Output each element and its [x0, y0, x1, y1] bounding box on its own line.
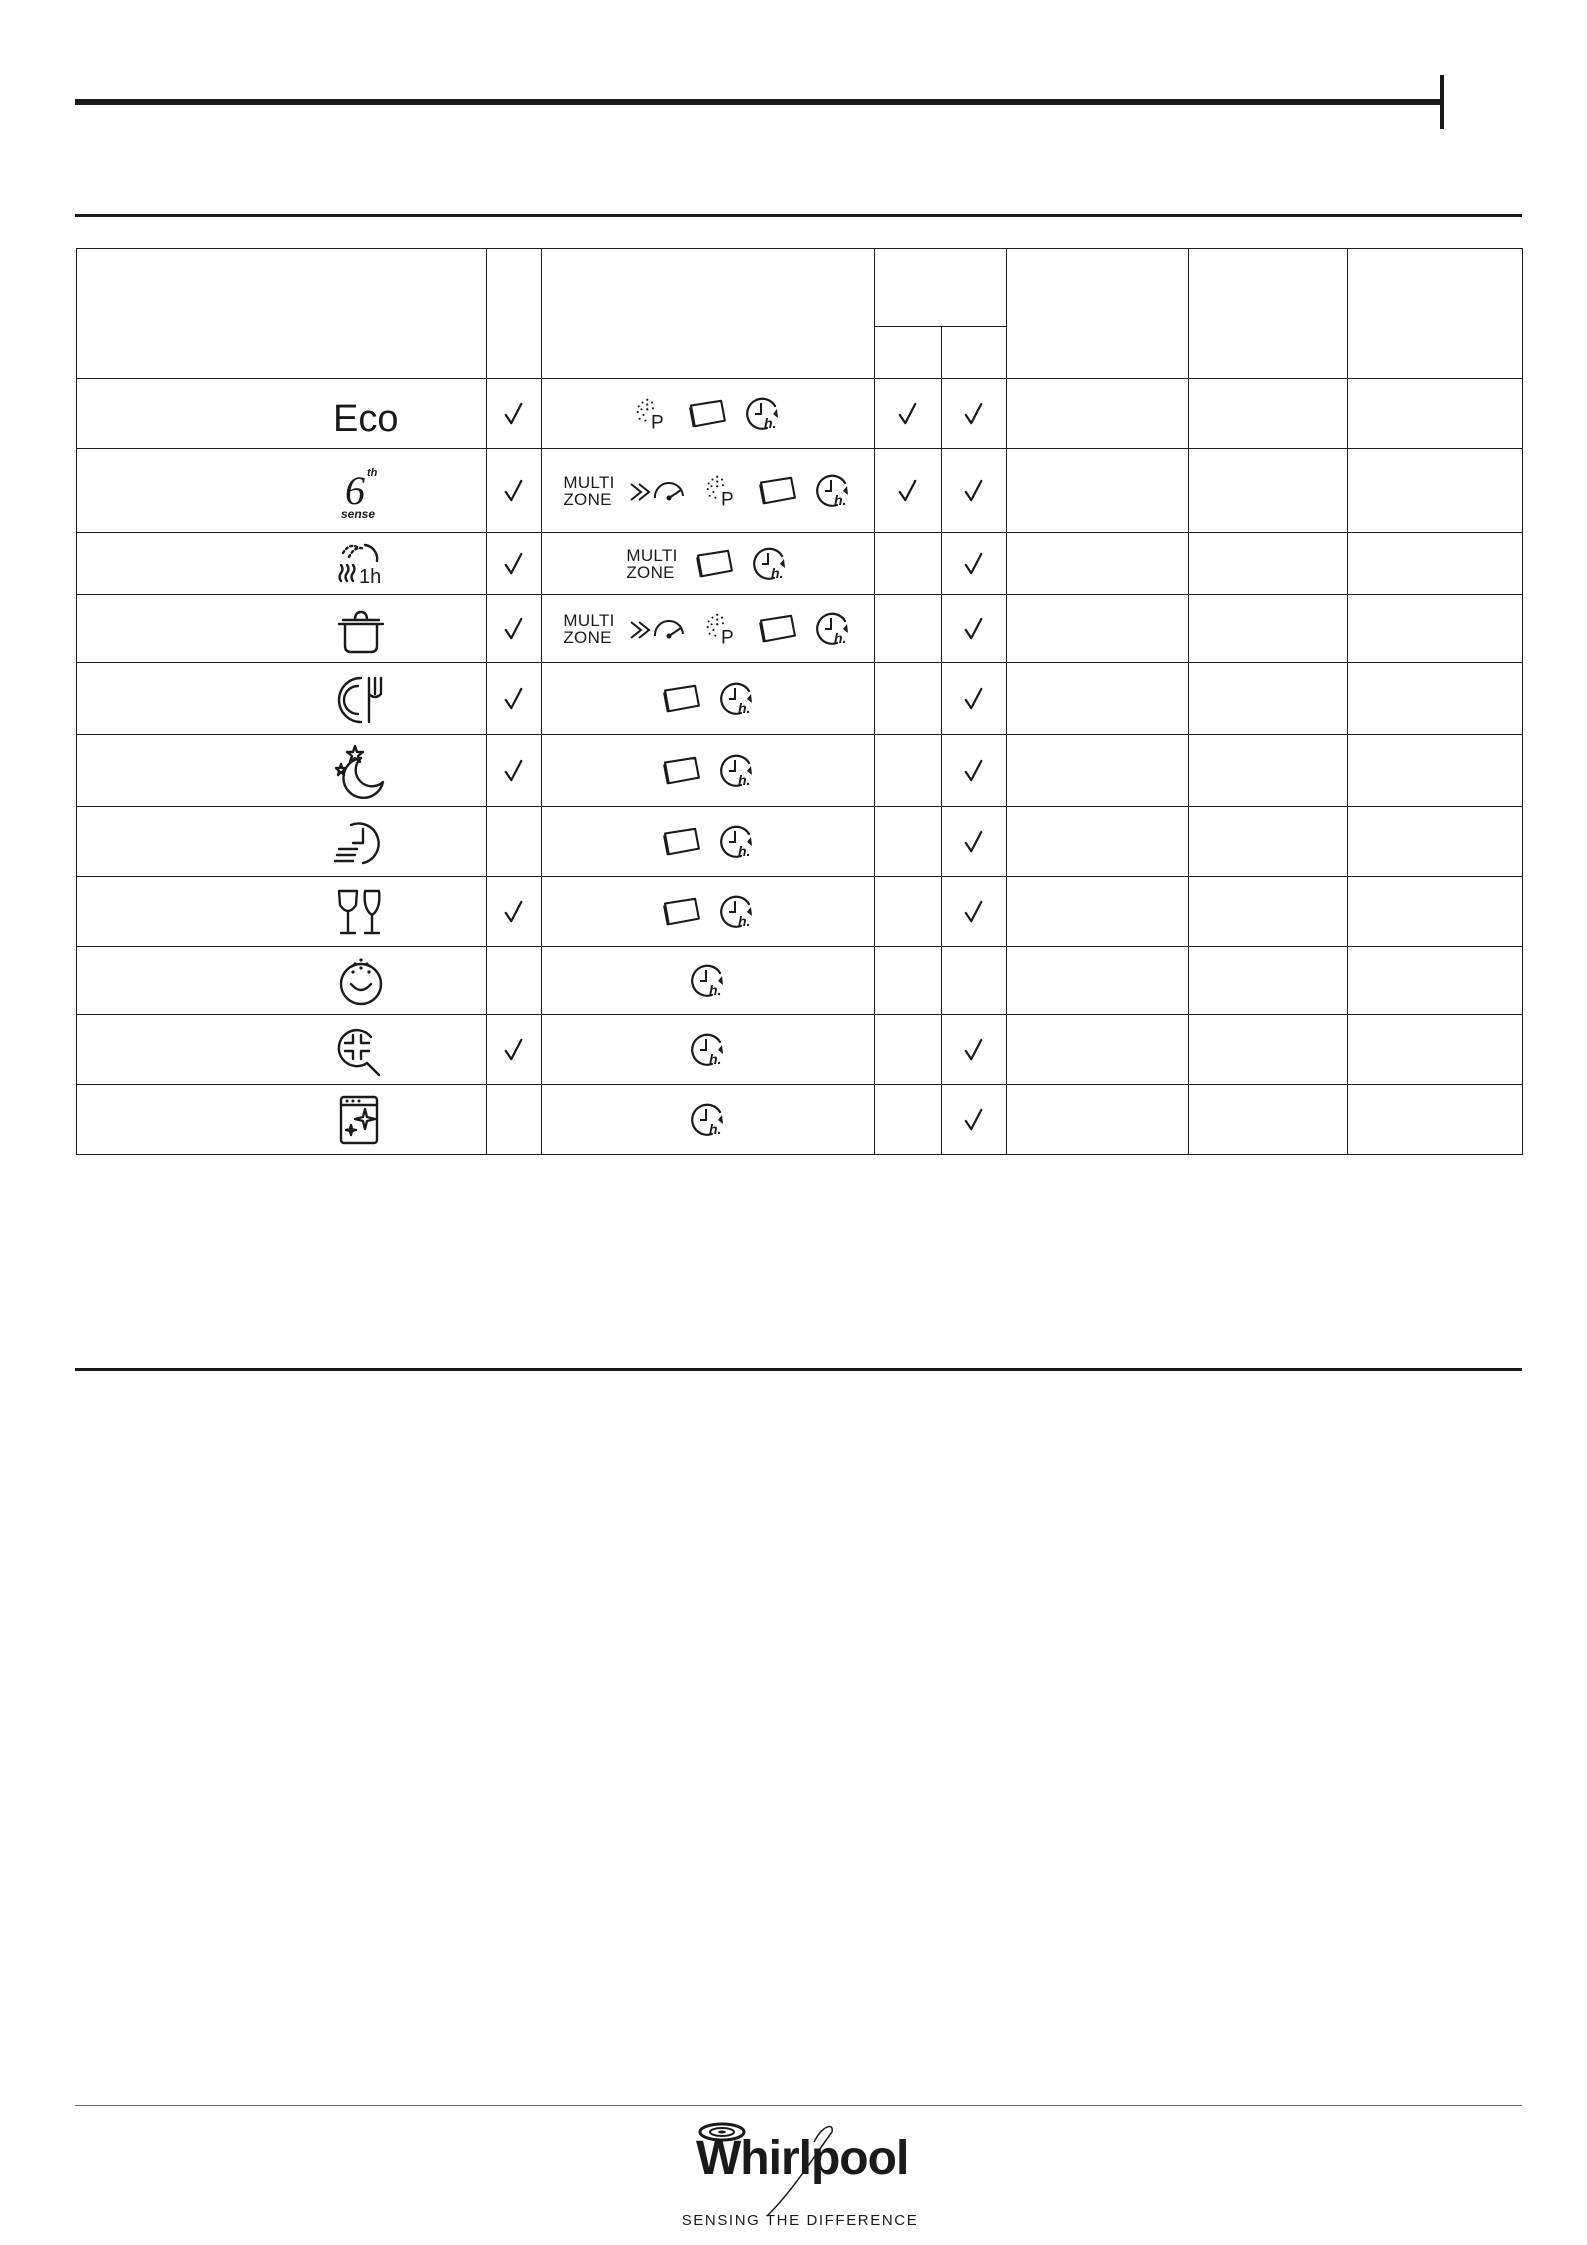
empty-cell-7: [1189, 1085, 1348, 1155]
program-cell: [77, 595, 487, 663]
tablet-icon: [685, 398, 729, 430]
options-cell: [542, 735, 875, 807]
empty-cell-8: [1348, 595, 1523, 663]
empty-cell-7: [1189, 807, 1348, 877]
table-row: [77, 1015, 1523, 1085]
check-cell-b: [942, 807, 1007, 877]
empty-cell-6: [1007, 735, 1189, 807]
empty-cell-7: [1189, 877, 1348, 947]
check-cell-a: [875, 807, 942, 877]
check-cell-a: [875, 449, 942, 533]
check-cell-b: [942, 1015, 1007, 1085]
check-cell-b: [942, 449, 1007, 533]
empty-cell-6: [1007, 379, 1189, 449]
table-row: [77, 379, 1523, 449]
program-cell: [77, 663, 487, 735]
empty-cell-6: [1007, 449, 1189, 533]
empty-cell-8: [1348, 807, 1523, 877]
program-cell: [77, 735, 487, 807]
delay-icon: [750, 544, 790, 584]
table-row: [77, 877, 1523, 947]
empty-cell-8: [1348, 1015, 1523, 1085]
svg-text:Eco: Eco: [333, 397, 399, 440]
empty-cell-7: [1189, 533, 1348, 595]
glass-icon: [331, 883, 391, 941]
empty-cell-7: [1189, 1015, 1348, 1085]
check-mark-icon: [503, 549, 525, 579]
program-cell: [77, 1085, 487, 1155]
svg-text:6: 6: [345, 467, 365, 513]
options-cell: [542, 449, 875, 533]
tablet-icon: [755, 613, 799, 645]
check-cell-a: [875, 877, 942, 947]
program-cell: [77, 1015, 487, 1085]
check-mark-icon: [963, 684, 985, 714]
table-row: [77, 807, 1523, 877]
multizone-label: [563, 474, 614, 508]
empty-cell-6: [1007, 947, 1189, 1015]
empty-cell-8: [1348, 379, 1523, 449]
svg-text:1h: 1h: [359, 565, 382, 588]
dry-check-cell: [487, 379, 542, 449]
delay-icon: [688, 1100, 728, 1140]
options-cell: [542, 663, 875, 735]
empty-cell-6: [1007, 1085, 1189, 1155]
check-mark-icon: [963, 1035, 985, 1065]
delay-icon: [717, 892, 757, 932]
check-cell-a: [875, 1015, 942, 1085]
multizone-line1: MULTI: [563, 610, 615, 630]
powerclean-icon: [703, 610, 741, 648]
pot-icon: [331, 600, 391, 658]
dry-check-cell: [487, 595, 542, 663]
turbo-icon: [629, 474, 689, 508]
check-cell-b: [942, 1085, 1007, 1155]
tablet-icon: [755, 475, 799, 507]
turbo-icon: [629, 612, 689, 646]
powerclean-icon: [703, 472, 741, 510]
delay-icon: [717, 679, 757, 719]
tablet-icon: [659, 755, 703, 787]
header-cell-sub1: [875, 327, 942, 379]
svg-text:th: th: [367, 466, 378, 479]
powerclean-icon: [633, 395, 671, 433]
table-row: [77, 947, 1523, 1015]
options-cell: [542, 379, 875, 449]
multizone-label: [563, 612, 614, 646]
header-cell-col6: [1007, 249, 1189, 379]
check-cell-a: [875, 663, 942, 735]
eco-icon: [331, 385, 399, 443]
check-cell-b: [942, 379, 1007, 449]
check-mark-icon: [503, 756, 525, 786]
delay-icon: [717, 822, 757, 862]
multizone-line1: MULTI: [563, 472, 615, 492]
empty-cell-8: [1348, 735, 1523, 807]
header-cell-sub2: [942, 327, 1007, 379]
empty-cell-6: [1007, 533, 1189, 595]
check-mark-icon: [503, 897, 525, 927]
program-cell: [77, 877, 487, 947]
check-mark-icon: [503, 684, 525, 714]
check-cell-b: [942, 533, 1007, 595]
multizone-label: [626, 547, 677, 581]
multizone-line2: ZONE: [563, 489, 612, 509]
header-cell-col8: [1348, 249, 1523, 379]
check-cell-a: [875, 533, 942, 595]
table-row: [77, 663, 1523, 735]
delay-icon: [688, 961, 728, 1001]
empty-cell-6: [1007, 595, 1189, 663]
check-cell-b: [942, 735, 1007, 807]
table-row: [77, 735, 1523, 807]
header-cell-col7: [1189, 249, 1348, 379]
section-rule-top: [75, 214, 1522, 217]
program-cell: [77, 449, 487, 533]
dry-check-cell: [487, 877, 542, 947]
dry-check-cell: [487, 663, 542, 735]
brand-tagline: SENSING THE DIFFERENCE: [681, 2212, 919, 2229]
night-icon: [331, 742, 391, 800]
check-mark-icon: [963, 1105, 985, 1135]
program-table: [76, 248, 1523, 1155]
dry-check-cell: [487, 533, 542, 595]
options-cell: [542, 1015, 875, 1085]
check-cell-b: [942, 877, 1007, 947]
check-mark-icon: [963, 614, 985, 644]
quick-1h-icon: [331, 535, 391, 593]
empty-cell-7: [1189, 379, 1348, 449]
table-row: [77, 1085, 1523, 1155]
empty-cell-6: [1007, 1015, 1189, 1085]
options-cell: [542, 807, 875, 877]
table-row: [77, 449, 1523, 533]
daily-icon: [331, 670, 391, 728]
hygiene-icon: [331, 1021, 391, 1079]
empty-cell-8: [1348, 663, 1523, 735]
header-cell-group: [875, 249, 1007, 327]
dry-check-cell: [487, 947, 542, 1015]
delay-icon: [743, 394, 783, 434]
tablet-icon: [659, 683, 703, 715]
empty-cell-8: [1348, 449, 1523, 533]
fast-icon: [331, 813, 391, 871]
check-mark-icon: [963, 827, 985, 857]
program-cell: [77, 807, 487, 877]
empty-cell-6: [1007, 877, 1189, 947]
footer-rule: [75, 2105, 1522, 2106]
multizone-line2: ZONE: [626, 562, 675, 582]
empty-cell-7: [1189, 449, 1348, 533]
check-cell-a: [875, 735, 942, 807]
table-header-row: [77, 249, 1523, 327]
dry-check-cell: [487, 449, 542, 533]
empty-cell-8: [1348, 533, 1523, 595]
prewash-icon: [331, 952, 391, 1010]
program-cell: [77, 379, 487, 449]
check-mark-icon: [963, 399, 985, 429]
table-row: [77, 595, 1523, 663]
delay-icon: [813, 471, 853, 511]
table-row: [77, 533, 1523, 595]
tablet-icon: [659, 826, 703, 858]
header-cell-program: [77, 249, 487, 379]
check-mark-icon: [503, 476, 525, 506]
options-cell: [542, 947, 875, 1015]
multizone-line1: MULTI: [626, 545, 678, 565]
multizone-line2: ZONE: [563, 627, 612, 647]
brand-wordmark: Whirlpool: [696, 2132, 909, 2185]
check-cell-a: [875, 1085, 942, 1155]
check-cell-a: [875, 379, 942, 449]
program-cell: [77, 533, 487, 595]
6th-sense-icon: [331, 462, 391, 520]
check-mark-icon: [503, 1035, 525, 1065]
clean-machine-icon: [331, 1091, 391, 1149]
check-mark-icon: [963, 549, 985, 579]
check-mark-icon: [897, 399, 919, 429]
svg-text:sense: sense: [341, 506, 376, 521]
options-cell: [542, 1085, 875, 1155]
empty-cell-8: [1348, 877, 1523, 947]
delay-icon: [688, 1030, 728, 1070]
empty-cell-7: [1189, 947, 1348, 1015]
check-mark-icon: [503, 614, 525, 644]
tablet-icon: [659, 896, 703, 928]
dry-check-cell: [487, 807, 542, 877]
empty-cell-8: [1348, 947, 1523, 1015]
check-mark-icon: [963, 476, 985, 506]
header-rule: [75, 99, 1444, 105]
check-cell-a: [875, 947, 942, 1015]
check-mark-icon: [963, 756, 985, 786]
dry-check-cell: [487, 1085, 542, 1155]
check-cell-b: [942, 663, 1007, 735]
dry-check-cell: [487, 735, 542, 807]
dry-check-cell: [487, 1015, 542, 1085]
delay-icon: [717, 751, 757, 791]
options-cell: [542, 595, 875, 663]
check-mark-icon: [503, 399, 525, 429]
empty-cell-8: [1348, 1085, 1523, 1155]
options-cell: [542, 877, 875, 947]
empty-cell-7: [1189, 595, 1348, 663]
empty-cell-7: [1189, 663, 1348, 735]
program-cell: [77, 947, 487, 1015]
empty-cell-7: [1189, 735, 1348, 807]
delay-icon: [813, 609, 853, 649]
check-mark-icon: [897, 476, 919, 506]
header-rule-tick: [1440, 75, 1444, 129]
check-mark-icon: [963, 897, 985, 927]
empty-cell-6: [1007, 663, 1189, 735]
header-cell-dry: [487, 249, 542, 379]
check-cell-b: [942, 595, 1007, 663]
check-cell-a: [875, 595, 942, 663]
check-cell-b: [942, 947, 1007, 1015]
tablet-icon: [692, 548, 736, 580]
empty-cell-6: [1007, 807, 1189, 877]
options-cell: [542, 533, 875, 595]
section-rule-bottom: [75, 1368, 1522, 1371]
header-cell-options: [542, 249, 875, 379]
